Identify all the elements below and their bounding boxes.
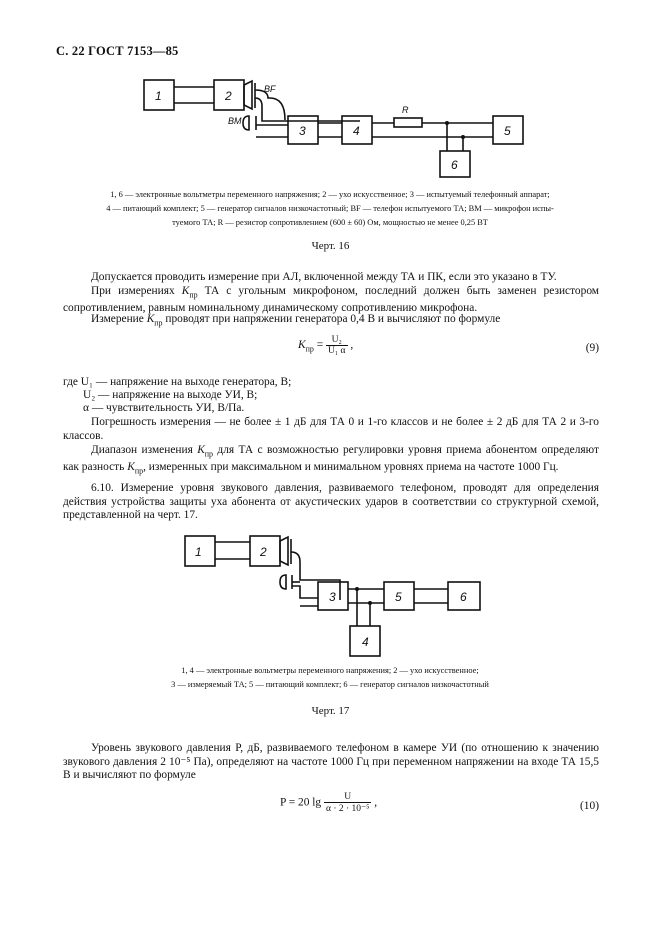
paragraph-7: Уровень звукового давления P, дБ, развиваемого телефоном в камере УИ (по отношению к значению звукового давления 2 10⁻⁵ Па), определяют на частоте 1000 Гц при переменном напряжении на входе ТА 15,5 В и вычисляют по формуле: [63, 742, 599, 782]
fig16-label-2: 2: [225, 89, 232, 103]
paragraph-1: Допускается проводить измерение при АЛ, включенной между ТА и ПК, если это указано в ТУ.: [91, 271, 557, 283]
fig16-label-3: 3: [299, 124, 306, 138]
formula-10: P = 20 lg $\frac{U}{\text{α · 2 · 10⁻⁵}}$ ,: [280, 792, 378, 814]
resistor-r: [394, 118, 422, 127]
fig17-label-5: 5: [395, 590, 402, 604]
fig16-label-bf: BF: [264, 84, 276, 94]
fig16-label-6: 6: [451, 158, 458, 172]
paragraph-6: 6.10. Измерение уровня звукового давления, развиваемого телефоном, проводят для определения действия устройства защиты уха абонента от акустических ударов в соответствии со структурной схемой, представленной на черт. 17.: [63, 482, 599, 522]
fig16-label-bm: BM: [228, 116, 242, 126]
where-line-3: α — чувствительность УИ, В/Па.: [83, 402, 245, 414]
telephone-bf-icon: [244, 81, 252, 109]
fig17-label-6: 6: [460, 590, 467, 604]
paragraph-3: Измерение $K_{пр}$ проводят при напряжении генератора 0,4 В и вычисляют по формуле: [91, 313, 501, 328]
microphone-bm-icon: [243, 116, 249, 130]
fig17-label-1: 1: [195, 545, 202, 559]
fig17-label-2: 2: [260, 545, 267, 559]
figure-17-legend: 1, 4 — электронные вольтметры переменного напряжения; 2 — ухо искусственное; 3 — измеряемый ТА; 5 — питающий комплект; 6 — генератор сигналов низкочастотный: [171, 666, 489, 689]
telephone-icon: [280, 537, 288, 565]
equation-number-10: (10): [580, 800, 599, 812]
fig17-label-4: 4: [362, 635, 369, 649]
figure-16-diagram: [0, 0, 661, 190]
fig17-label-3: 3: [329, 590, 336, 604]
formula-9: $K_{пр}$ = $\frac{\text{U₂}}{\text{U₁ α}}$ ,: [298, 335, 354, 356]
figure-16-legend: 1, 6 — электронные вольтметры переменного напряжения; 2 — ухо искусственное; 3 — испытуемый телефонный аппарат; 4 — питающий комплект; 5 — генератор сигналов низкочастотный; BF — телефон испытуемого ТА; BM — микрофон испы- туемого ТА; R — резистор сопротивлением (600 ± 60) Ом, мощностью не менее 0,25 ВТ: [106, 190, 554, 227]
fig16-label-r: R: [402, 105, 409, 115]
figure-17-caption: Черт. 17: [311, 705, 350, 717]
page-header: С. 22 ГОСТ 7153—85: [56, 44, 179, 58]
paragraph-5: Диапазон изменения $K_{пр}$ для ТА с возможностью регулировки уровня приема абонентом определяют как разность $K_{пр}$, измеренных при максимальном и минимальном уровнях приема на частоте 1000 Гц.: [63, 444, 599, 476]
figure-17-diagram: [0, 520, 661, 670]
paragraph-4: Погрешность измерения — не более ± 1 дБ для ТА 0 и 1-го классов и не более ± 2 дБ для ТА 2 и 3-го классов.: [63, 416, 599, 442]
paragraph-2: При измерениях $K_{пр}$ ТА с угольным микрофоном, последний должен быть заменен резистором сопротивлением, равным номинальному динамическому сопротивлению микрофона.: [63, 285, 600, 314]
fig16-label-5: 5: [504, 124, 511, 138]
fig16-label-1: 1: [155, 89, 162, 103]
equation-number-9: (9): [585, 342, 599, 354]
figure-16-caption: Черт. 16: [311, 240, 350, 252]
where-line-1: где U₁ — напряжение на выходе генератора, В;: [63, 376, 292, 388]
fig16-label-4: 4: [353, 124, 360, 138]
where-line-2: U₂ — напряжение на выходе УИ, В;: [83, 389, 258, 401]
microphone-icon: [280, 575, 286, 589]
